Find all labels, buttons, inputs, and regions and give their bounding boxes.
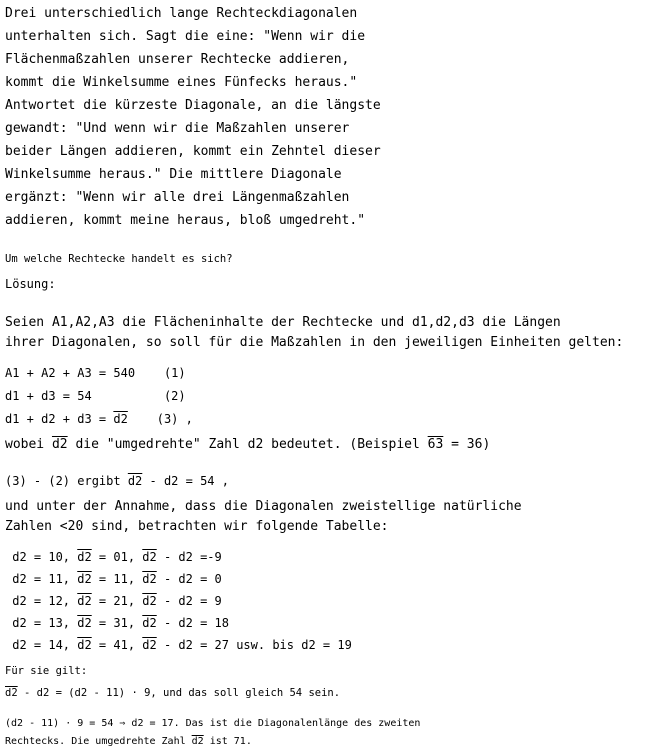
intro-paragraph (5, 2, 649, 232)
text-run: d1 + d2 + d3 = (5, 412, 114, 426)
text-run: d1 + d3 = 54 (2) (5, 389, 186, 403)
text-line (5, 140, 649, 163)
text-line (5, 273, 649, 296)
text-run: beider Längen addieren, kommt ein Zehntel dieser (5, 144, 381, 159)
text-line (5, 248, 649, 271)
text-run: Drei unterschiedlich lange Rechteckdiagonalen (5, 6, 358, 21)
text-line (5, 94, 649, 117)
text-line (5, 433, 649, 456)
overlined-number: d2 (142, 550, 157, 564)
text-run: A1 + A2 + A3 = 540 (1) (5, 366, 186, 380)
text-run: Seien A1,A2,A3 die Flächeninhalte der Rechtecke und d1,d2,d3 die Längen (5, 315, 561, 330)
text-run: die "umgedrehte" Zahl d2 bedeutet. (Beispiel (67, 437, 428, 452)
text-run: addieren, kommt meine heraus, bloß umgedreht." (5, 213, 366, 228)
text-line (5, 25, 649, 48)
text-line (5, 612, 649, 634)
text-line (5, 408, 649, 431)
text-run: und unter der Annahme, dass die Diagonalen zweistellige natürliche (5, 499, 522, 514)
text-line (5, 497, 649, 517)
text-line (5, 546, 649, 568)
text-line (5, 362, 649, 385)
text-run: = 31, (91, 616, 143, 630)
overlined-number: d2 (5, 687, 18, 699)
solution-heading (5, 273, 649, 296)
text-run: d2 = 12, (5, 594, 78, 608)
overlined-number: d2 (77, 572, 92, 586)
text-run: = 21, (91, 594, 143, 608)
text-line (5, 715, 649, 733)
text-line (5, 470, 649, 493)
text-run: Rechtecks. Die umgedrehte Zahl (5, 736, 192, 747)
text-run: Winkelsumme heraus." Die mittlere Diagonale (5, 167, 342, 182)
text-line (5, 48, 649, 71)
text-run: d2 = 10, (5, 550, 78, 564)
text-run: - d2 =-9 (156, 550, 222, 564)
overlined-number: d2 (51, 437, 68, 452)
text-run: d2 = 14, (5, 638, 78, 652)
derivation-line (5, 470, 649, 493)
text-run: - d2 = 18 (156, 616, 229, 630)
overlined-number: d2 (77, 594, 92, 608)
text-run: = 36) (443, 437, 491, 452)
text-run: = 11, (91, 572, 143, 586)
text-run: ihrer Diagonalen, so soll für die Maßzahlen in den jeweiligen Einheiten gelten: (5, 335, 624, 350)
setup-paragraph (5, 313, 649, 353)
text-run: - d2 = (d2 - 11) · 9, und das soll gleich 54 sein. (17, 687, 341, 699)
text-run: Antwortet die kürzeste Diagonale, an die längste (5, 98, 381, 113)
text-run: (3) , (127, 412, 193, 426)
text-run: - d2 = 54 , (142, 474, 229, 488)
conclusion-paragraph (5, 715, 649, 751)
text-run: kommt die Winkelsumme eines Fünfecks heraus." (5, 75, 358, 90)
overlined-number: 63 (427, 437, 444, 452)
text-line (5, 682, 649, 705)
text-run: = 41, (91, 638, 143, 652)
text-run: Flächenmaßzahlen unserer Rechtecke addieren, (5, 52, 350, 67)
text-run: gewandt: "Und wenn wir die Maßzahlen unserer (5, 121, 350, 136)
overlined-number: d2 (142, 616, 157, 630)
text-run: Lösung: (5, 277, 56, 291)
text-run: - d2 = 0 (156, 572, 222, 586)
assumption-paragraph (5, 497, 649, 537)
text-line (5, 163, 649, 186)
text-run: Um welche Rechtecke handelt es sich? (5, 253, 233, 265)
text-line (5, 2, 649, 25)
text-line (5, 568, 649, 590)
text-run: (3) - (2) ergibt (5, 474, 128, 488)
text-run: - d2 = 9 (156, 594, 222, 608)
text-run: Zahlen <20 sind, betrachten wir folgende Tabelle: (5, 519, 389, 534)
text-run: wobei (5, 437, 52, 452)
text-line (5, 385, 649, 408)
text-line (5, 117, 649, 140)
text-run: (d2 - 11) · 9 = 54 ⇒ d2 = 17. Das ist die Diagonalenlänge des zweiten (5, 718, 421, 729)
text-line (5, 517, 649, 537)
text-line (5, 590, 649, 612)
text-line (5, 71, 649, 94)
formula-line (5, 682, 649, 705)
text-run: d2 = 13, (5, 616, 78, 630)
text-line (5, 733, 649, 751)
overlined-number: d2 (77, 550, 92, 564)
text-line (5, 186, 649, 209)
overlined-number: d2 (127, 474, 143, 488)
text-run: d2 = 11, (5, 572, 78, 586)
overlined-number: d2 (77, 616, 92, 630)
text-run: = 01, (91, 550, 143, 564)
question-line (5, 248, 649, 271)
text-line (5, 333, 649, 353)
text-line (5, 660, 649, 682)
overlined-number: d2 (142, 638, 157, 652)
overlined-number: d2 (113, 412, 128, 426)
overlined-number: d2 (142, 594, 157, 608)
text-line (5, 209, 649, 232)
text-run: Für sie gilt: (5, 665, 88, 677)
equations (5, 362, 649, 431)
text-line (5, 634, 649, 656)
wobei-line (5, 433, 649, 456)
text-run: ergänzt: "Wenn wir alle drei Längenmaßzahlen (5, 190, 350, 205)
overlined-number: d2 (142, 572, 157, 586)
text-run: unterhalten sich. Sagt die eine: "Wenn wir die (5, 29, 366, 44)
value-table (5, 546, 649, 656)
overlined-number: d2 (77, 638, 92, 652)
text-line (5, 313, 649, 333)
fuer-sie-gilt-line (5, 660, 649, 682)
text-run: ist 71. (203, 736, 252, 747)
text-run: - d2 = 27 usw. bis d2 = 19 (156, 638, 352, 652)
overlined-number: d2 (191, 736, 204, 747)
